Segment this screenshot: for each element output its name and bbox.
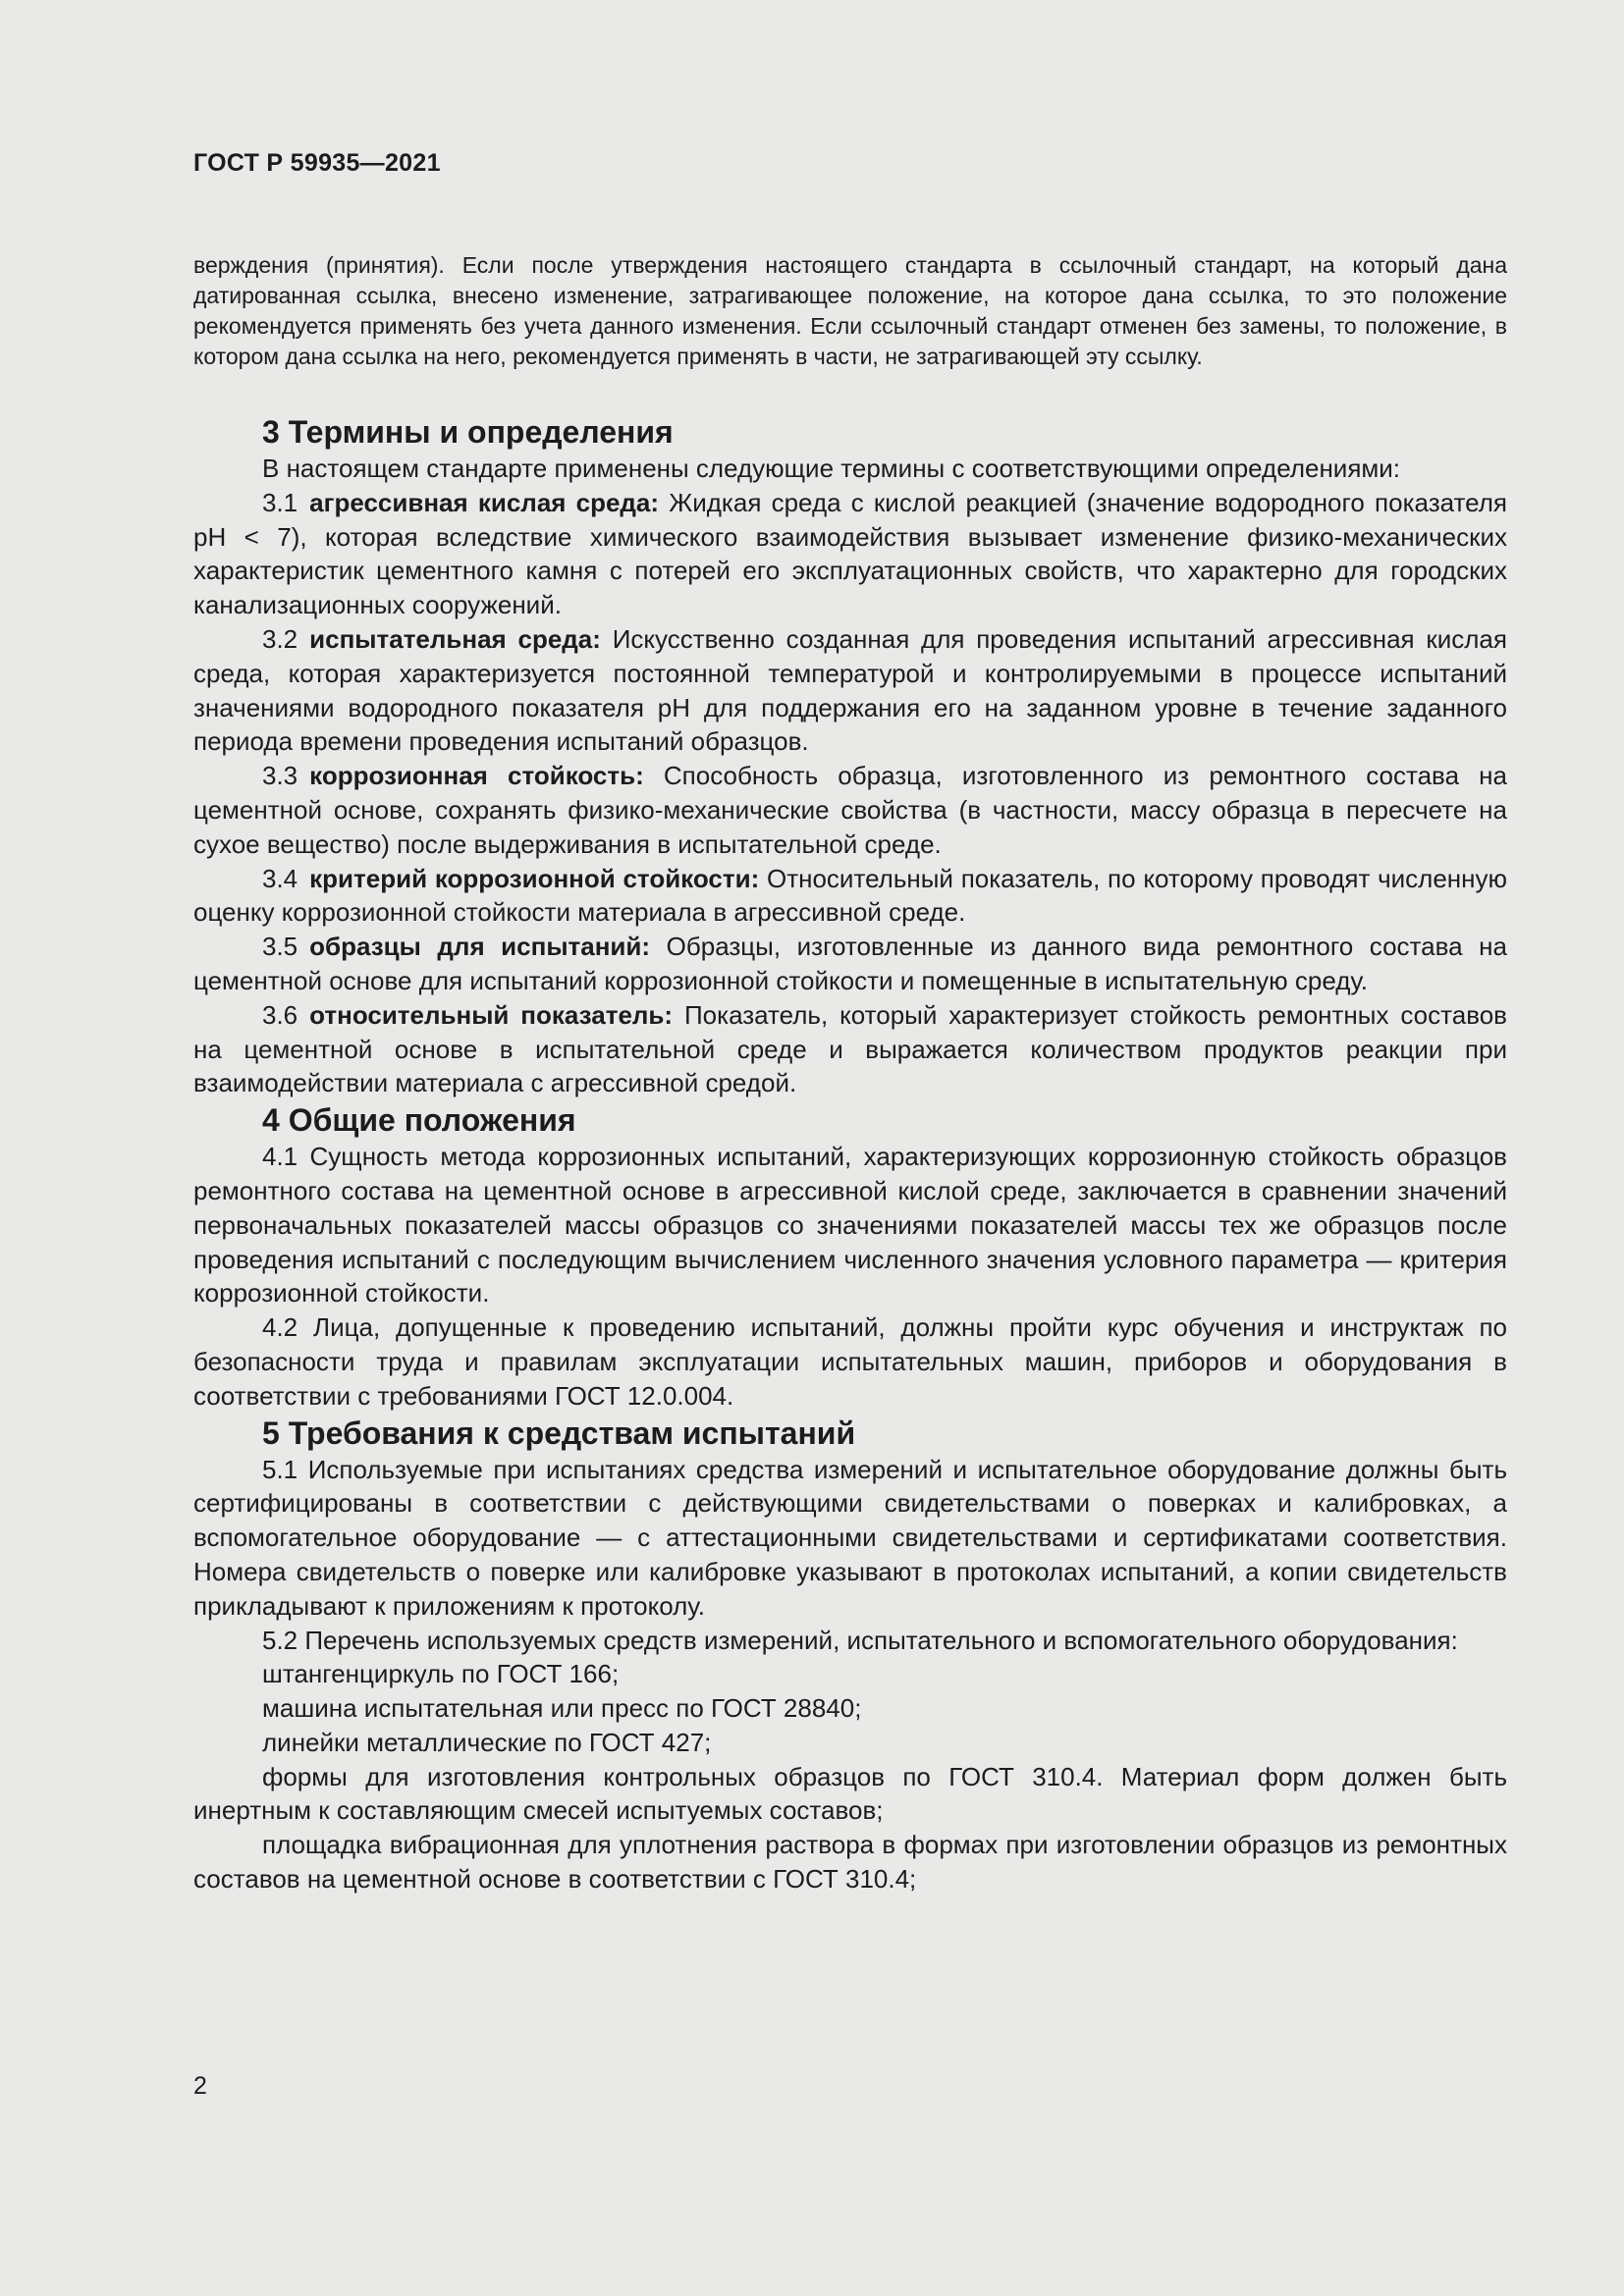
term-name: образцы для испытаний:: [309, 932, 651, 962]
term-definition: Показатель, который характеризует стойкость ремонтных составов на цементной основе в испытательной среде и выражается количеством продуктов реакции при взаимодействии материала с агрессивной средой.: [193, 999, 1507, 1098]
term-name: агрессивная кислая среда:: [309, 487, 660, 517]
section-3-lead: В настоящем стандарте применены следующие термины с соответствующими определениями:: [262, 454, 1401, 483]
term-name: коррозионная стойкость:: [309, 761, 644, 791]
equipment-list-item: формы для изготовления контрольных образцов по ГОСТ 310.4. Материал форм должен быть инертным к составляющим смесей испытуемых составов;: [193, 1761, 1507, 1826]
clause-4-1: 4.1 Сущность метода коррозионных испытаний, характеризующих коррозионную стойкость образцов ремонтного состава на цементной основе в агрессивной кислой среде, заключается в сравнении значений первоначальных показателей массы образцов со значениями показателей массы тех же образцов после проведения испытаний с последующим вычислением численного значения условного параметра — критерия коррозионной стойкости.: [193, 1142, 1507, 1308]
intro-paragraph: верждения (принятия). Если после утверждения настоящего стандарта в ссылочный стандарт, на который дана датированная ссылка, внесено изменение, затрагивающее положение, на которое дана ссылка, то это положение рекомендуется применять без учета данного изменения. Если ссылочный стандарт отменен без замены, то положение, в котором дана ссылка на него, рекомендуется применять в части, не затрагивающей эту ссылку.: [193, 252, 1507, 369]
term-3-6: [193, 998, 1507, 1100]
term-definition: Жидкая среда с кислой реакцией (значение водородного показателя pH < 7), которая вследствие химического взаимодействия вызывает изменение физико-механических характеристик цементного камня с потерей его эксплуатационных свойств, что характерно для городских канализационных сооружений.: [193, 487, 1507, 620]
term-number: 3.5: [262, 932, 298, 962]
term-number: 3.2: [262, 623, 298, 654]
clause-4-2: 4.2 Лица, допущенные к проведению испытаний, должны пройти курс обучения и инструктаж по безопасности труда и правилам эксплуатации испытательных машин, приборов и оборудования в соответствии с требованиями ГОСТ 12.0.004.: [193, 1312, 1507, 1411]
document-header: ГОСТ Р 59935—2021: [193, 149, 441, 177]
section-5-title: 5 Требования к средствам испытаний: [262, 1415, 856, 1451]
term-3-3: [193, 759, 1507, 861]
equipment-list-item: штангенциркуль по ГОСТ 166;: [262, 1659, 620, 1689]
term-definition: Способность образца, изготовленного из ремонтного состава на цементной основе, сохранять физико-механические свойства (в частности, массу образца в пересчете на сухое вещество) после выдерживания в испытательной среде.: [193, 761, 1507, 859]
equipment-list-item: машина испытательная или пресс по ГОСТ 28840;: [262, 1693, 862, 1724]
equipment-list-item: площадка вибрационная для уплотнения раствора в формах при изготовлении образцов из ремонтных составов на цементной основе в соответствии с ГОСТ 310.4;: [193, 1830, 1507, 1895]
term-3-2: [193, 622, 1507, 759]
main-content: [193, 412, 1507, 1896]
term-number: 3.3: [262, 761, 298, 791]
term-number: 3.1: [262, 487, 298, 517]
clause-5-2: 5.2 Перечень используемых средств измерений, испытательного и вспомогательного оборудования:: [262, 1625, 1458, 1655]
term-3-4: [193, 862, 1507, 931]
term-number: 3.6: [262, 999, 298, 1030]
term-definition: Относительный показатель, по которому проводят численную оценку коррозионной стойкости материала в агрессивной среде.: [193, 863, 1508, 928]
clause-5-1: 5.1 Используемые при испытаниях средства измерений и испытательное оборудование должны быть сертифицированы в соответствии с действующими свидетельствами о поверках и калибровках, а вспомогательное оборудование — с аттестационными свидетельствами и сертификатами соответствия. Номера свидетельств о поверке или калибровке указывают в протоколах испытаний, а копии свидетельств прикладывают к приложениям к протоколу.: [193, 1454, 1507, 1621]
page-number: 2: [193, 2072, 207, 2100]
term-name: испытательная среда:: [309, 623, 601, 654]
term-name: критерий коррозионной стойкости:: [309, 863, 760, 893]
term-definition: Образцы, изготовленные из данного вида ремонтного состава на цементной основе для испытаний коррозионной стойкости и помещенные в испытательную среду.: [193, 932, 1507, 995]
term-number: 3.4: [262, 863, 298, 893]
section-3-title: 3 Термины и определения: [262, 414, 674, 450]
term-3-5: [193, 930, 1507, 998]
equipment-list-item: линейки металлические по ГОСТ 427;: [262, 1727, 712, 1757]
term-definition: Искусственно созданная для проведения испытаний агрессивная кислая среда, которая характеризуется постоянной температурой и контролируемыми в процессе испытаний значениями водородного показателя pH для поддержания его на заданном уровне в течение заданного периода времени проведения испытаний образцов.: [193, 623, 1507, 757]
term-name: относительный показатель:: [309, 999, 674, 1030]
section-4-title: 4 Общие положения: [262, 1102, 576, 1139]
term-3-1: [193, 486, 1507, 622]
